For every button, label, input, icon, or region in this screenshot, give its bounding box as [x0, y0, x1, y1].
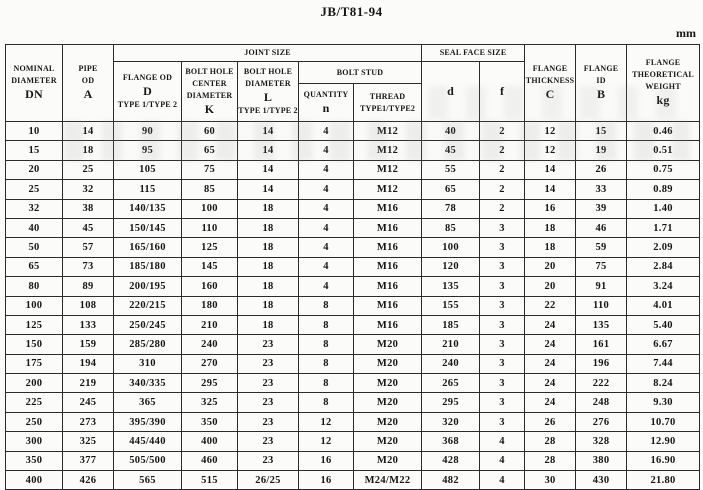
cell: M16: [354, 315, 422, 334]
cell: 100: [182, 199, 238, 218]
cell: 350: [6, 451, 63, 470]
cell: 4: [299, 218, 354, 237]
cell: 85: [182, 180, 238, 199]
header-seal-f: f: [480, 62, 525, 122]
cell: 10: [6, 122, 63, 141]
cell: M24/M22: [354, 471, 422, 490]
cell: 16.90: [627, 451, 700, 470]
table-row: [6, 315, 700, 334]
cell: 75: [182, 160, 238, 179]
cell: 3: [480, 218, 525, 237]
cell: 33: [576, 180, 627, 199]
cell: 12: [525, 141, 576, 160]
cell: 14: [525, 180, 576, 199]
cell: M20: [354, 354, 422, 373]
unit-label: mm: [676, 26, 696, 40]
cell: 3: [480, 412, 525, 431]
cell: 18: [238, 199, 299, 218]
cell: 85: [422, 218, 480, 237]
cell: 3: [480, 277, 525, 296]
cell: 2: [480, 199, 525, 218]
cell: 50: [6, 238, 63, 257]
cell: 39: [576, 199, 627, 218]
cell: 273: [63, 412, 114, 431]
cell: 4: [299, 238, 354, 257]
cell: 8: [299, 315, 354, 334]
cell: 4: [299, 199, 354, 218]
cell: 460: [182, 451, 238, 470]
cell: 150: [6, 335, 63, 354]
cell: M12: [354, 122, 422, 141]
cell: 240: [422, 354, 480, 373]
cell: 175: [6, 354, 63, 373]
cell: 18: [238, 238, 299, 257]
cell: 73: [63, 257, 114, 276]
table-body: [6, 122, 700, 490]
cell: 110: [576, 296, 627, 315]
cell: 12: [299, 432, 354, 451]
cell: 14: [238, 141, 299, 160]
cell: 210: [422, 335, 480, 354]
cell: 15: [576, 122, 627, 141]
cell: 32: [6, 199, 63, 218]
table-row: [6, 218, 700, 237]
header-flange-thickness: FLANGE THICKNESS C: [525, 45, 576, 122]
cell: 325: [182, 393, 238, 412]
cell: 368: [422, 432, 480, 451]
cell: 40: [6, 218, 63, 237]
cell: 2.84: [627, 257, 700, 276]
cell: 365: [114, 393, 182, 412]
cell: 25: [6, 180, 63, 199]
cell: 428: [422, 451, 480, 470]
cell: 159: [63, 335, 114, 354]
table-row: [6, 354, 700, 373]
header-thread: THREAD TYPE1/TYPE2: [354, 84, 422, 122]
cell: 26: [525, 412, 576, 431]
cell: 3: [480, 257, 525, 276]
cell: 295: [182, 374, 238, 393]
cell: 4: [299, 277, 354, 296]
cell: 65: [182, 141, 238, 160]
cell: 245: [63, 393, 114, 412]
cell: 340/335: [114, 374, 182, 393]
cell: 377: [63, 451, 114, 470]
cell: 295: [422, 393, 480, 412]
cell: 2: [480, 160, 525, 179]
cell: M20: [354, 335, 422, 354]
cell: 8: [299, 296, 354, 315]
header-bolt-hole-center: BOLT HOLE CENTER DIAMETER K: [182, 62, 238, 122]
cell: 350: [182, 412, 238, 431]
cell: M16: [354, 257, 422, 276]
cell: 445/440: [114, 432, 182, 451]
cell: 150/145: [114, 218, 182, 237]
cell: 8: [299, 354, 354, 373]
cell: 395/390: [114, 412, 182, 431]
table-row: [6, 199, 700, 218]
cell: 4: [480, 432, 525, 451]
cell: 14: [63, 122, 114, 141]
cell: 7.44: [627, 354, 700, 373]
cell: 18: [238, 277, 299, 296]
cell: 24: [525, 393, 576, 412]
header-pipe-od: PIPE OD A: [63, 45, 114, 122]
cell: M12: [354, 160, 422, 179]
header-bolt-hole-diameter: BOLT HOLE DIAMETER L TYPE 1/TYPE 2: [238, 62, 299, 122]
cell: 23: [238, 374, 299, 393]
table-row: [6, 257, 700, 276]
cell: 240: [182, 335, 238, 354]
cell: 110: [182, 218, 238, 237]
cell: 24: [525, 315, 576, 334]
cell: 23: [238, 354, 299, 373]
cell: M20: [354, 432, 422, 451]
cell: 26/25: [238, 471, 299, 490]
cell: 3: [480, 393, 525, 412]
cell: 185: [422, 315, 480, 334]
header-seal-face-group: SEAL FACE SIZE: [422, 45, 525, 62]
cell: 0.51: [627, 141, 700, 160]
cell: 0.89: [627, 180, 700, 199]
cell: 4: [299, 122, 354, 141]
cell: M16: [354, 238, 422, 257]
cell: 25: [63, 160, 114, 179]
cell: 430: [576, 471, 627, 490]
cell: 15: [6, 141, 63, 160]
cell: 23: [238, 335, 299, 354]
cell: 18: [238, 315, 299, 334]
cell: 55: [422, 160, 480, 179]
table-row: [6, 335, 700, 354]
cell: 250: [6, 412, 63, 431]
cell: 200/195: [114, 277, 182, 296]
header-bolt-stud-group: BOLT STUD: [299, 62, 422, 84]
cell: 482: [422, 471, 480, 490]
cell: 125: [6, 315, 63, 334]
cell: 4.01: [627, 296, 700, 315]
table-row: [6, 296, 700, 315]
cell: 8.24: [627, 374, 700, 393]
cell: M20: [354, 451, 422, 470]
cell: 4: [299, 257, 354, 276]
cell: 45: [63, 218, 114, 237]
cell: 65: [6, 257, 63, 276]
cell: 3: [480, 335, 525, 354]
cell: 24: [525, 335, 576, 354]
cell: 3: [480, 354, 525, 373]
cell: 59: [576, 238, 627, 257]
cell: 23: [238, 432, 299, 451]
cell: 28: [525, 451, 576, 470]
cell: 16: [299, 451, 354, 470]
cell: 28: [525, 432, 576, 451]
cell: 165/160: [114, 238, 182, 257]
cell: 14: [238, 122, 299, 141]
cell: 155: [422, 296, 480, 315]
cell: 40: [422, 122, 480, 141]
cell: 12: [299, 412, 354, 431]
cell: 4: [480, 451, 525, 470]
cell: 400: [6, 471, 63, 490]
cell: 8: [299, 335, 354, 354]
cell: 60: [182, 122, 238, 141]
header-seal-d: d: [422, 62, 480, 122]
cell: 120: [422, 257, 480, 276]
cell: 38: [63, 199, 114, 218]
cell: 108: [63, 296, 114, 315]
cell: 78: [422, 199, 480, 218]
cell: 14: [238, 180, 299, 199]
cell: 19: [576, 141, 627, 160]
cell: 30: [525, 471, 576, 490]
cell: 18: [525, 238, 576, 257]
cell: M20: [354, 393, 422, 412]
cell: 20: [525, 257, 576, 276]
cell: 505/500: [114, 451, 182, 470]
cell: 80: [6, 277, 63, 296]
cell: 16: [299, 471, 354, 490]
cell: 300: [6, 432, 63, 451]
cell: 23: [238, 451, 299, 470]
header-joint-size-group: JOINT SIZE: [114, 45, 422, 62]
cell: 135: [422, 277, 480, 296]
cell: 285/280: [114, 335, 182, 354]
table-row: [6, 141, 700, 160]
cell: 90: [114, 122, 182, 141]
cell: 270: [182, 354, 238, 373]
cell: 145: [182, 257, 238, 276]
cell: 18: [63, 141, 114, 160]
header-flange-id: FLANGE ID B: [576, 45, 627, 122]
cell: 133: [63, 315, 114, 334]
cell: 24: [525, 354, 576, 373]
cell: 100: [6, 296, 63, 315]
cell: 3: [480, 374, 525, 393]
cell: M16: [354, 277, 422, 296]
cell: 125: [182, 238, 238, 257]
cell: 18: [238, 296, 299, 315]
table-row: [6, 238, 700, 257]
table-row: [6, 374, 700, 393]
cell: 100: [422, 238, 480, 257]
cell: 380: [576, 451, 627, 470]
cell: 328: [576, 432, 627, 451]
page-title: JB/T81-94: [320, 4, 383, 19]
flange-spec-table: [5, 44, 700, 490]
cell: 18: [525, 218, 576, 237]
cell: 565: [114, 471, 182, 490]
cell: 160: [182, 277, 238, 296]
cell: 8: [299, 393, 354, 412]
cell: 57: [63, 238, 114, 257]
cell: 225: [6, 393, 63, 412]
cell: 45: [422, 141, 480, 160]
cell: 23: [238, 393, 299, 412]
cell: 426: [63, 471, 114, 490]
cell: 91: [576, 277, 627, 296]
header-quantity: QUANTITY n: [299, 84, 354, 122]
cell: 3: [480, 315, 525, 334]
cell: 8: [299, 374, 354, 393]
cell: 4: [299, 180, 354, 199]
cell: 32: [63, 180, 114, 199]
cell: 1.40: [627, 199, 700, 218]
cell: 22: [525, 296, 576, 315]
cell: M20: [354, 374, 422, 393]
cell: 4: [299, 160, 354, 179]
table-row: [6, 122, 700, 141]
cell: 4: [480, 471, 525, 490]
table-row: [6, 277, 700, 296]
cell: M20: [354, 412, 422, 431]
cell: 89: [63, 277, 114, 296]
cell: 23: [238, 412, 299, 431]
cell: 222: [576, 374, 627, 393]
cell: 161: [576, 335, 627, 354]
cell: 250/245: [114, 315, 182, 334]
cell: 515: [182, 471, 238, 490]
header-flange-weight: FLANGE THEORETICAL WEIGHT kg: [627, 45, 700, 122]
cell: 6.67: [627, 335, 700, 354]
cell: 26: [576, 160, 627, 179]
cell: 3.24: [627, 277, 700, 296]
cell: 248: [576, 393, 627, 412]
cell: M16: [354, 199, 422, 218]
cell: 16: [525, 199, 576, 218]
cell: M16: [354, 218, 422, 237]
cell: 75: [576, 257, 627, 276]
cell: 95: [114, 141, 182, 160]
table-row: [6, 471, 700, 490]
cell: 115: [114, 180, 182, 199]
cell: 20: [6, 160, 63, 179]
cell: 2: [480, 122, 525, 141]
cell: 46: [576, 218, 627, 237]
cell: 3: [480, 238, 525, 257]
header-nominal-diameter: NOMINAL DIAMETER DN: [6, 45, 63, 122]
cell: 196: [576, 354, 627, 373]
header-flange-od: FLANGE OD D TYPE 1/TYPE 2: [114, 62, 182, 122]
cell: 219: [63, 374, 114, 393]
cell: 325: [63, 432, 114, 451]
cell: 0.46: [627, 122, 700, 141]
cell: 200: [6, 374, 63, 393]
cell: M12: [354, 180, 422, 199]
cell: 265: [422, 374, 480, 393]
cell: 0.75: [627, 160, 700, 179]
cell: 4: [299, 141, 354, 160]
table-row: [6, 451, 700, 470]
cell: 12.90: [627, 432, 700, 451]
cell: 24: [525, 374, 576, 393]
cell: 5.40: [627, 315, 700, 334]
cell: M16: [354, 296, 422, 315]
cell: 135: [576, 315, 627, 334]
cell: 194: [63, 354, 114, 373]
table-row: [6, 160, 700, 179]
cell: 14: [238, 160, 299, 179]
cell: 210: [182, 315, 238, 334]
cell: 400: [182, 432, 238, 451]
cell: 9.30: [627, 393, 700, 412]
cell: 310: [114, 354, 182, 373]
cell: 18: [238, 257, 299, 276]
cell: 2: [480, 141, 525, 160]
cell: M12: [354, 141, 422, 160]
cell: 3: [480, 296, 525, 315]
cell: 18: [238, 218, 299, 237]
cell: 1.71: [627, 218, 700, 237]
cell: 105: [114, 160, 182, 179]
cell: 180: [182, 296, 238, 315]
table-row: [6, 180, 700, 199]
cell: 14: [525, 160, 576, 179]
cell: 10.70: [627, 412, 700, 431]
table-row: [6, 432, 700, 451]
cell: 220/215: [114, 296, 182, 315]
cell: 185/180: [114, 257, 182, 276]
cell: 12: [525, 122, 576, 141]
cell: 2: [480, 180, 525, 199]
cell: 320: [422, 412, 480, 431]
cell: 276: [576, 412, 627, 431]
cell: 140/135: [114, 199, 182, 218]
cell: 65: [422, 180, 480, 199]
cell: 21.80: [627, 471, 700, 490]
cell: 20: [525, 277, 576, 296]
table-row: [6, 412, 700, 431]
table-row: [6, 393, 700, 412]
cell: 2.09: [627, 238, 700, 257]
